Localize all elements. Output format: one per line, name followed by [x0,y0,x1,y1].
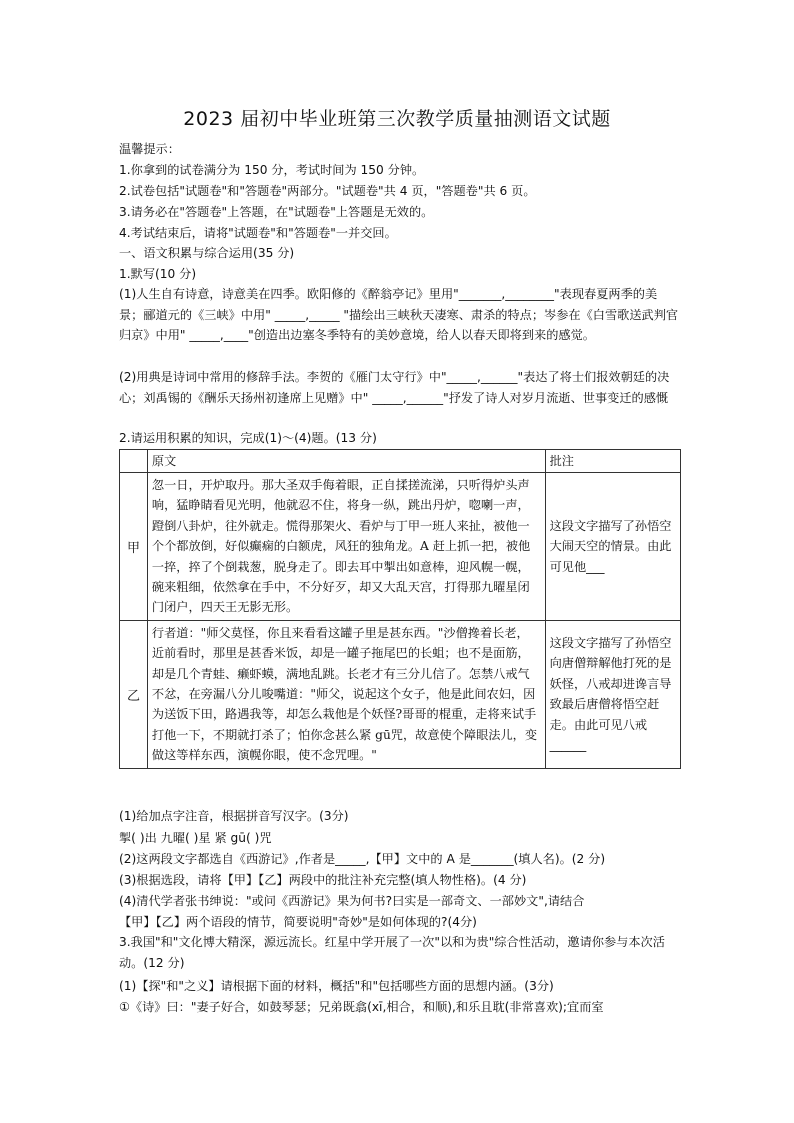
passage-jia: 忽一日，开炉取丹。那大圣双手侮着眼，正自揉搓流涕，只听得炉头声响，猛睁睛看见光明，他就忍不住，将身一纵，跳出丹炉，唿喇一声，蹬倒八卦炉，往外就走。慌得那架火、看炉与丁甲一班人来扯，被他一个个都放倒，好似癫痫的白额虎，风狂的独角龙。A 赶上抓一把，被他一捽，捽了个倒栽葱，脱身走了。即去耳中掣出如意棒，迎风幌一幌，碗来粗细，依然拿在手中，不分好歹，却又大乱天宫，打得那九曜星闭门闭户，四天王无影无形。 [147,473,545,621]
table-header-row [120,450,681,473]
row-label-jia: 甲 [120,473,148,621]
exam-title: 2023 届初中毕业班第三次教学质量抽测语文试题 [183,108,611,130]
question-2-heading: 2.请运用积累的知识，完成(1)～(4)题。(13 分) [119,431,377,445]
comment-yi: 这段文字描写了孙悟空向唐僧辩解他打死的是妖怪，八戒却进谗言导致最后唐僧将悟空赶走。由此可见八戒______ [545,620,680,768]
question-2-sub-4: (4)清代学者张书绅说："或问《西游记》果为何书?曰实是一部奇文、一部妙文",请结合 [119,894,585,908]
question-2-sub-3: (3)根据选段，请将【甲】【乙】两段中的批注补充完整(填人物性格)。(4 分) [119,873,527,887]
question-2-sub-1-items: 掣( )出 九曜( )星 紧 gū( )咒 [119,831,272,845]
question-1-heading: 1.默写(10 分) [119,267,197,281]
table-row [120,473,681,621]
question-1-part-1: (1)人生自有诗意，诗意美在四季。欧阳修的《醉翁亭记》里用"_______,________"表现春夏两季的美景；郦道元的《三峡》中用" _____,_____ "描绘出三峡秋天凄寒、肃杀的特点；岑参在《白雪歌送武判官归京》中用" _____,____"创造出边塞冬季特有的美妙意境，给人以春天即将到来的感觉。 [119,287,679,342]
question-2-sub-4-cont: 【甲】【乙】两个语段的情节，简要说明"奇妙"是如何体现的?(4分) [119,915,477,929]
table-row [120,620,681,768]
comment-jia: 这段文字描写了孙悟空大闹天空的情景。由此可见他___ [545,473,680,621]
table-header-original: 原文 [147,450,545,473]
question-2-sub-1: (1)给加点字注音，根据拼音写汉字。(3分) [119,809,349,823]
section-heading: 一、语文积累与综合运用(35 分) [119,246,295,260]
annotation-table [119,449,681,769]
question-1-part-2: (2)用典是诗词中常用的修辞手法。李贺的《雁门太守行》中"_____,______"表达了将士们报效朝廷的决心；刘禹锡的《酬乐天扬州初逢席上见赠》中" _____,______"抒发了诗人对岁月流逝、世事变迁的感慨 [119,370,670,405]
table-header-blank [120,450,148,473]
table-header-comment: 批注 [545,450,680,473]
tip-item-3: 3.请务必在"答题卷"上答题，在"试题卷"上答题是无效的。 [119,205,434,219]
question-2-sub-2: (2)这两段文字都选自《西游记》,作者是_____,【甲】文中的 A 是_______(填人名)。(2 分) [119,852,606,866]
question-3-intro: 3.我国"和"文化博大精深，源远流长。红星中学开展了一次"以和为贵"综合性活动，邀请你参与本次活动。(12 分) [119,935,665,970]
row-label-yi: 乙 [120,620,148,768]
tip-item-4: 4.考试结束后，请将"试题卷"和"答题卷"一并交回。 [119,226,397,240]
passage-yi: 行者道："师父莫怪，你且来看看这罐子里是甚东西。"沙僧搀着长老，近前看时，那里是甚香米饭，却是一罐子拖尾巴的长蛆；也不是面筋，却是几个青蛙、癞虾蟆，满地乱跳。长老才有三分儿信了。怎禁八戒气不忿，在旁漏八分儿唆嘴道："师父，说起这个女子，他是此间农妇，因为送饭下田，路遇我等，却怎么栽他是个妖怪?哥哥的棍重，走将来试手打他一下，不期就打杀了；怕你念甚么紧 gū咒，故意使个障眼法儿，变做这等样东西，演幌你眼，使不念咒哩。" [147,620,545,768]
tip-item-1: 1.你拿到的试卷满分为 150 分，考试时间为 150 分钟。 [119,163,425,177]
question-3-sub-1: (1)【探"和"之义】请根据下面的材料，概括"和"包括哪些方面的思想内涵。(3分) [119,979,554,993]
tips-heading: 温馨提示： [119,142,180,156]
tip-item-2: 2.试卷包括"试题卷"和"答题卷"两部分。"试题卷"共 4 页，"答题卷"共 6 页。 [119,184,536,198]
question-3-material-1: ①《诗》曰："妻子好合，如鼓琴瑟；兄弟既翕(xī,相合，和顺),和乐且耽(非常喜欢);宜而室 [119,1000,604,1014]
